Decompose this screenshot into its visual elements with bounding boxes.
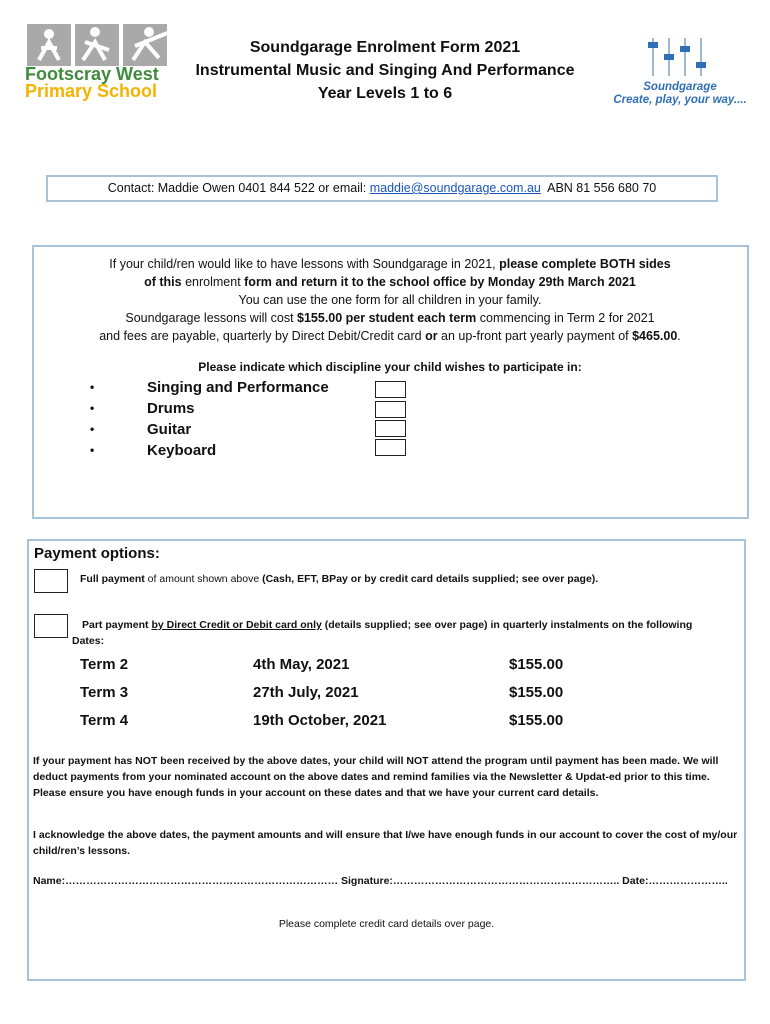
part-b: by Direct Credit or Debit card only xyxy=(151,619,322,631)
payment-heading: Payment options: xyxy=(34,545,160,562)
email-link[interactable]: maddie@soundgarage.com.au xyxy=(369,181,541,195)
part-c: (details supplied; see over page) in quarterly instalments on the following xyxy=(321,619,693,631)
intro-l5b: or xyxy=(425,329,438,343)
singing-checkbox[interactable] xyxy=(375,381,406,398)
term-row xyxy=(80,684,620,706)
discipline-keyboard xyxy=(90,443,410,463)
acknowledgement: I acknowledge the above dates, the payment amounts and will ensure that I/we have enough funds in our account to cover the cost of my/our child/ren’s lessons. xyxy=(33,829,738,857)
term-label: Term 3 xyxy=(80,684,129,701)
bullet: • xyxy=(90,380,95,394)
drums-checkbox[interactable] xyxy=(375,401,406,418)
school-name-line2: Primary School xyxy=(25,81,158,101)
discipline-label: Keyboard xyxy=(147,442,217,459)
intro-l4b: $155.00 per student each term xyxy=(297,311,477,325)
discipline-drums xyxy=(90,401,410,421)
term-amount: $155.00 xyxy=(509,656,564,673)
discipline-guitar xyxy=(90,422,410,442)
discipline-prompt: Please indicate which discipline your child wishes to participate in: xyxy=(198,360,582,374)
brand-name: Soundgarage xyxy=(643,81,717,93)
intro-l1a: If your child/ren would like to have lessons with Soundgarage in 2021, xyxy=(109,257,500,271)
abn-text: ABN 81 556 680 70 xyxy=(540,181,657,195)
term-label: Term 4 xyxy=(80,712,129,729)
term-date: 27th July, 2021 xyxy=(253,684,359,701)
part-a: Part payment xyxy=(82,619,152,631)
title-line1: Soundgarage Enrolment Form 2021 xyxy=(249,39,521,56)
intro-l2c: form and return it to the school office by Monday 29th March 2021 xyxy=(244,275,636,289)
discipline-label: Guitar xyxy=(147,421,192,438)
intro-l5c: an up-front part yearly payment of xyxy=(437,329,633,343)
part-d: Dates: xyxy=(72,635,105,647)
term-amount: $155.00 xyxy=(509,684,564,701)
full-b: of amount shown above xyxy=(144,573,263,585)
discipline-label: Singing and Performance xyxy=(147,379,329,396)
signature-line[interactable]: Name:…………………………………………………………………… Signature:……………………………………………………….. Date:………………….. xyxy=(33,875,728,887)
intro-l5d: $465.00 xyxy=(632,329,678,343)
school-name xyxy=(25,66,185,100)
intro-l5e: . xyxy=(677,329,681,343)
term-label: Term 2 xyxy=(80,656,129,673)
intro-l4c: commencing in Term 2 for 2021 xyxy=(476,311,655,325)
intro-l2a: of this xyxy=(144,275,182,289)
discipline-singing xyxy=(90,380,410,400)
keyboard-checkbox[interactable] xyxy=(375,439,406,456)
title-line3: Year Levels 1 to 6 xyxy=(317,85,453,102)
full-c: (Cash, EFT, BPay or by credit card details supplied; see over page). xyxy=(262,573,599,585)
bullet: • xyxy=(90,422,95,436)
intro-l3: You can use the one form for all children in your family. xyxy=(238,293,542,307)
brand-tagline: Create, play, your way.... xyxy=(613,94,747,106)
intro-l5a: and fees are payable, quarterly by Direct Debit/Credit card xyxy=(99,329,426,343)
footer-note: Please complete credit card details over page. xyxy=(278,918,495,930)
intro-l2b: enrolment xyxy=(181,275,245,289)
contact-box xyxy=(46,175,718,202)
term-row xyxy=(80,712,620,734)
term-amount: $155.00 xyxy=(509,712,564,729)
term-date: 19th October, 2021 xyxy=(253,712,387,729)
part-payment-text xyxy=(72,617,742,649)
part-payment-checkbox[interactable] xyxy=(34,614,68,638)
intro-l1b: please complete BOTH sides xyxy=(499,257,671,271)
full-a: Full payment xyxy=(80,573,145,585)
discipline-label: Drums xyxy=(147,400,195,417)
term-date: 4th May, 2021 xyxy=(253,656,350,673)
full-payment-checkbox[interactable] xyxy=(34,569,68,593)
contact-text: Contact: Maddie Owen 0401 844 522 or email: xyxy=(107,181,370,195)
bullet: • xyxy=(90,401,95,415)
intro-l4a: Soundgarage lessons will cost xyxy=(125,311,298,325)
guitar-checkbox[interactable] xyxy=(375,420,406,437)
form-title xyxy=(180,36,590,105)
school-name-line1: Footscray West xyxy=(25,64,159,84)
soundgarage-brand xyxy=(600,81,760,107)
full-payment-text xyxy=(80,571,740,587)
payment-warning: If your payment has NOT been received by the above dates, your child will NOT attend the program until payment has been made. We will deduct payments from your nominated account on the above dates and remind families via the Newsletter & Updat-ed prior to this time. Please ensure you have enough funds in your account on these dates and that we have your current card details. xyxy=(33,755,719,799)
term-row xyxy=(80,656,620,678)
intro-text xyxy=(50,255,730,345)
title-line2: Instrumental Music and Singing And Performance xyxy=(195,62,575,79)
bullet: • xyxy=(90,443,95,457)
